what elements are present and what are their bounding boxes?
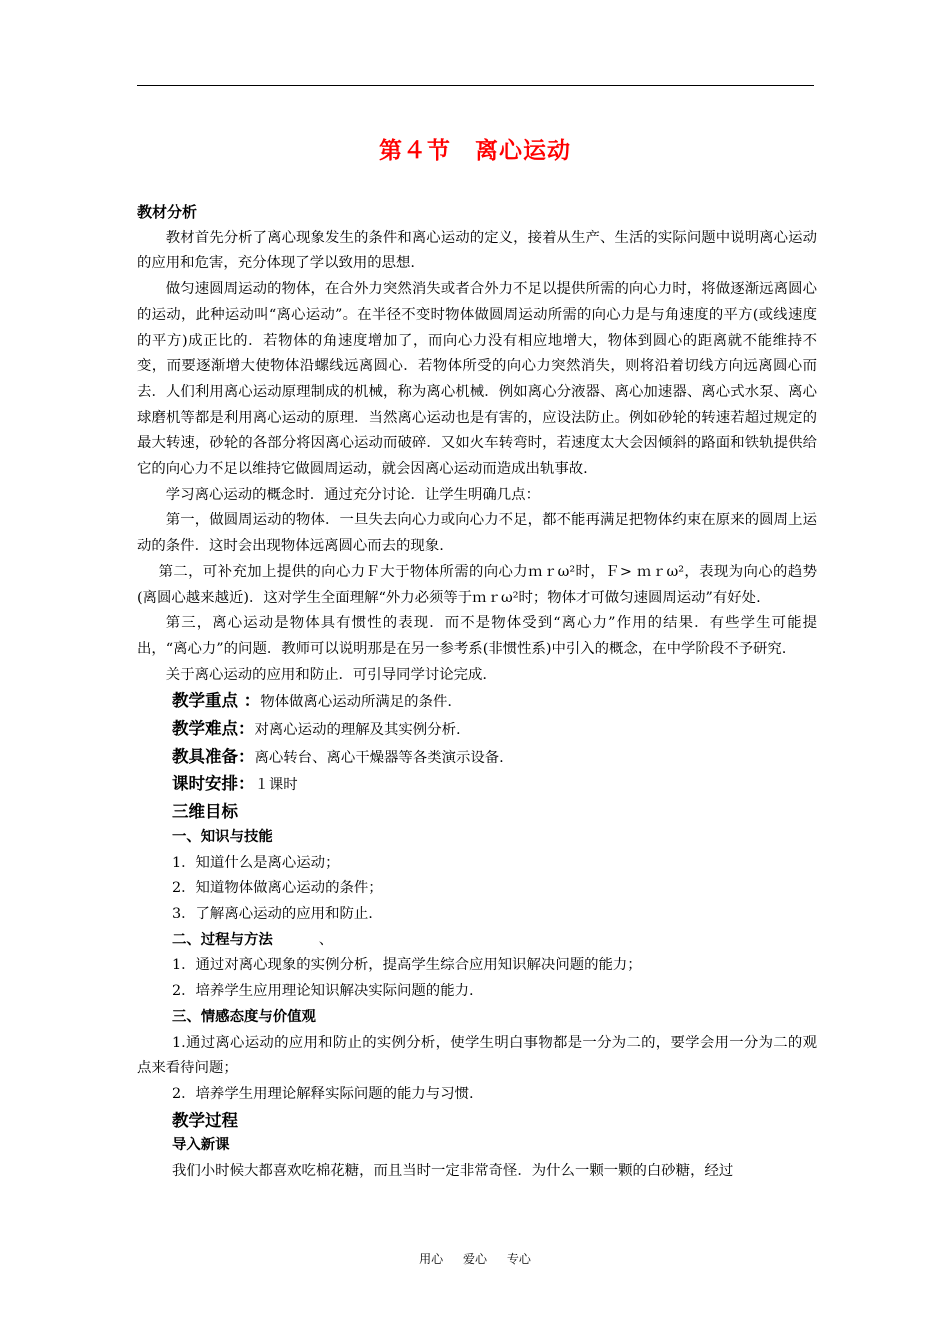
- goals-heading: 三维目标: [172, 802, 238, 822]
- process-heading: 教学过程: [172, 1110, 238, 1130]
- difficulty-row: [137, 716, 817, 744]
- paragraph: 第二，可补充加上提供的向心力Ｆ大于物体所需的向心力ｍｒω²时，Ｆ> ｍｒω²，表现为向心的趋势(离圆心越来越近)．这对学生全面理解“外力必须等于ｍｒω²时；物体才可做匀速圆周运动”有好处.: [137, 563, 817, 606]
- goals-sub-knowledge: 一、知识与技能: [172, 828, 273, 845]
- list-item: 1.通过离心运动的应用和防止的实例分析，使学生明白事物都是一分为二的，要学会用一分为二的观点来看待问题；: [137, 1034, 817, 1077]
- equipment-label: 教具准备：: [172, 746, 255, 766]
- footer-text: 专心: [506, 1252, 531, 1266]
- list-item: 3．了解离心运动的应用和防止.: [172, 905, 373, 922]
- paragraph: 第一，做圆周运动的物体．一旦失去向心力或向心力不足，都不能再满足把物体约束在原来的圆周上运动的条件．这时会出现物体远离圆心而去的现象.: [137, 512, 817, 555]
- page-title: 第４节 离心运动: [379, 138, 571, 164]
- section-heading: 教材分析: [137, 203, 198, 221]
- page-footer: [0, 1250, 950, 1267]
- stray-mark: 、: [318, 931, 334, 948]
- document-body: [137, 200, 817, 1185]
- list-item: 2．知道物体做离心运动的条件；: [172, 880, 383, 897]
- list-item: 2．培养学生应用理论知识解决实际问题的能力.: [172, 983, 474, 1000]
- list-item: 1．知道什么是离心运动；: [172, 854, 340, 871]
- goals-sub-process: 二、过程与方法: [172, 931, 273, 948]
- goals-sub-attitude: 三、情感态度与价值观: [172, 1008, 316, 1025]
- key-point-row: [137, 688, 817, 716]
- goals-sub-process-row: [137, 928, 817, 954]
- list-item: 2．培养学生用理论解释实际问题的能力与习惯.: [172, 1085, 474, 1102]
- paragraph: 做匀速圆周运动的物体，在合外力突然消失或者合外力不足以提供所需的向心力时，将做逐渐远离圆心的运动，此种运动叫“离心运动”。在半径不变时物体做圆周运动所需的向心力是与角速度的平方(或线速度的平方)成正比的．若物体的角速度增加了，而向心力没有相应地增大，物体到圆心的距离就不能维持不变，而要逐渐增大使物体沿螺线远离圆心．若物体所受的向心力突然消失，则将沿着切线方向远离圆心而去．人们利用离心运动原理制成的机械，称为离心机械．例如离心分液器、离心加速器、离心式水泵、离心球磨机等都是利用离心运动的原理．当然离心运动也是有害的，应设法防止。例如砂轮的转速若超过规定的最大转速，砂轮的各部分将因离心运动而破碎．又如火车转弯时，若速度太大会因倾斜的路面和铁轨提供给它的向心力不足以维持它做圆周运动，就会因离心运动而造成出轨事故.: [137, 281, 817, 478]
- equipment-row: [137, 744, 817, 772]
- paragraph: 第三，离心运动是物体具有惯性的表现．而不是物体受到“离心力”作用的结果．有些学生可能提出，“离心力”的问题．教师可以说明那是在另一参考系(非惯性系)中引入的概念，在中学阶段不予研究.: [137, 615, 817, 657]
- paragraph: 学习离心运动的概念时．通过充分讨论．让学生明确几点：: [165, 486, 540, 503]
- schedule-label: 课时安排：: [172, 774, 255, 794]
- process-sub-heading: 导入新课: [172, 1137, 230, 1154]
- header-rule: [137, 85, 814, 86]
- equipment-text: 离心转台、离心干燥器等各类演示设备.: [254, 749, 504, 766]
- footer-text: 爱心: [462, 1252, 487, 1266]
- paragraph: 我们小时候大都喜欢吃棉花糖，而且当时一定非常奇怪．为什么一颗一颗的白砂糖，经过: [172, 1163, 734, 1180]
- key-point-label: 教学重点 ：: [172, 691, 261, 711]
- paragraph: 教材首先分析了离心现象发生的条件和离心运动的定义，接着从生产、生活的实际问题中说明离心运动的应用和危害，充分体现了学以致用的思想.: [137, 229, 817, 272]
- list-item: 1．通过对离心现象的实例分析，提高学生综合应用知识解决问题的能力；: [172, 957, 642, 974]
- footer-text: 用心: [419, 1252, 444, 1266]
- schedule-row: [137, 771, 817, 799]
- difficulty-text: 对离心运动的理解及其实例分析.: [254, 722, 461, 739]
- paragraph: 关于离心运动的应用和防止．可引导同学讨论完成.: [165, 666, 487, 683]
- difficulty-label: 教学难点：: [172, 719, 255, 739]
- schedule-text: １课时: [254, 777, 298, 794]
- key-point-text: 物体做离心运动所满足的条件.: [260, 694, 452, 711]
